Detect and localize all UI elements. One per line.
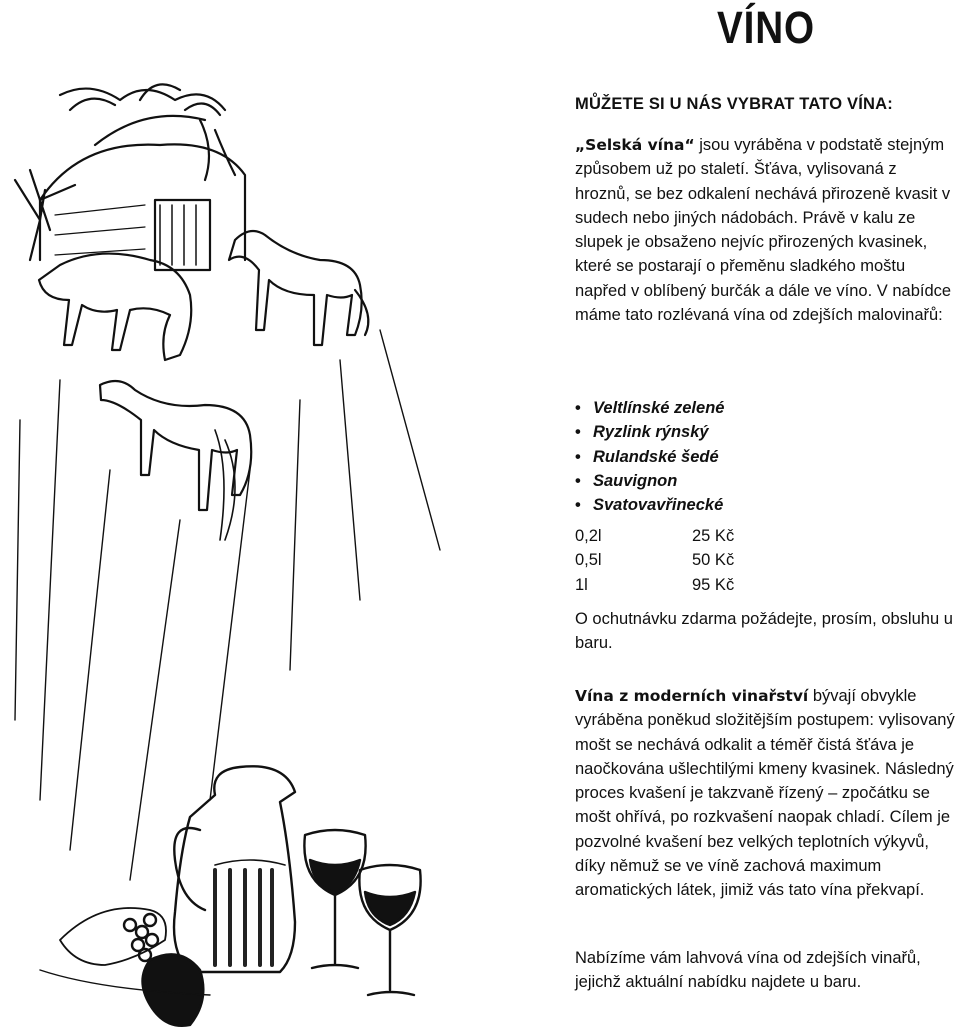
price-table (575, 524, 734, 597)
tasting-note: O ochutnávku zdarma požádejte, prosím, obsluhu u baru. (575, 610, 953, 653)
farm-wines-paragraph (575, 133, 955, 327)
price-amount: 95 Kč (692, 575, 735, 594)
farm-wines-text: jsou vyráběna v podstatě stejným způsobem už po staletí. Šťáva, vylisovaná z hroznů, se bez odkalení nechává přirozeně kvasit v sudech nebo jiných nádobách. Právě v kalu ze slupek je obsaženo nejvíc přirozených kvasinek, které se postarají o přeměnu sladkého moštu napřed v oblíbený burčák a dále ve víno. V nabídce máme tato rozlévaná vína od zdejších malovinařů: (575, 136, 952, 325)
bottled-wines-note: Nabízíme vám lahvová vína od zdejších vinařů, jejichž aktuální nabídku najdete u baru. (575, 949, 921, 992)
wine-list-item: • Veltlínské zelené (575, 396, 724, 420)
price-amount: 50 Kč (692, 551, 735, 570)
price-row (575, 573, 734, 597)
price-volume: 0,5l (575, 551, 602, 570)
price-row (575, 548, 734, 572)
price-volume: 0,2l (575, 527, 602, 545)
wine-selection-heading: MŮŽETE SI U NÁS VYBRAT TATO VÍNA: (575, 95, 893, 113)
page-title: VÍNO (716, 2, 815, 53)
modern-wines-text: bývají obvykle vyráběna poněkud složitějším postupem: vylisovaný mošt se nechává odkalit a téměř čistá šťáva je naočkována ušlechtilými kmeny kvasinek. Následný proces kvašení je takzvaně řízený – zpočátku se mošt ohřívá, po rozkvašení naopak chladí. Cílem je pozvolné kvašení bez velkých teplotních výkyvů, díky němuž se ve víně zachová maximum aromatických látek, jimiž vás tato vína překvapí. (575, 687, 955, 900)
price-volume: 1l (575, 575, 588, 594)
wine-list-item: • Sauvignon (575, 469, 724, 493)
farm-wines-term: „Selská vína“ (575, 136, 695, 154)
price-row (575, 524, 734, 548)
wine-list-item: • Svatovavřinecké (575, 493, 724, 517)
wine-list (575, 396, 724, 517)
price-amount: 25 Kč (692, 527, 735, 545)
modern-wines-term: Vína z moderních vinařství (575, 687, 809, 705)
wine-list-item: • Rulandské šedé (575, 445, 724, 469)
modern-wines-paragraph (575, 684, 955, 903)
wine-list-item: • Ryzlink rýnský (575, 420, 724, 444)
